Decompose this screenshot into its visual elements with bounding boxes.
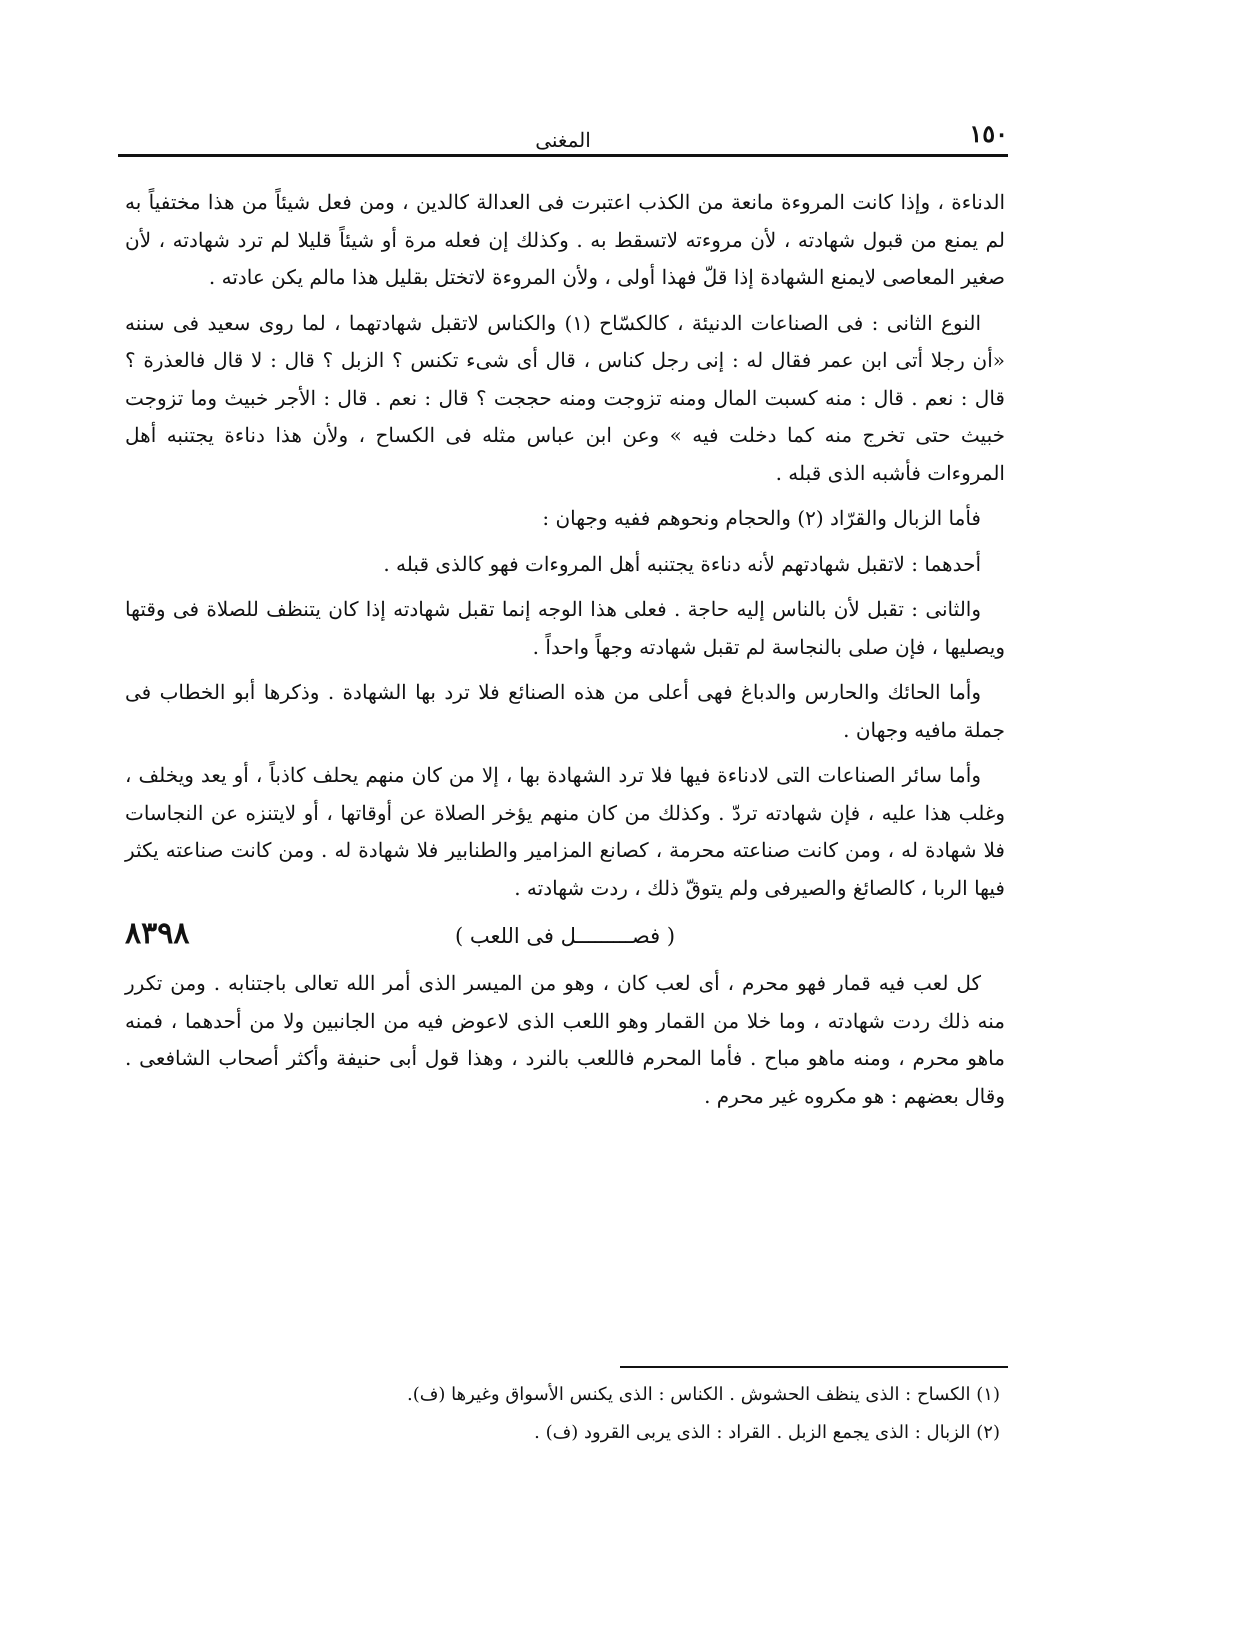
footnotes	[280, 1376, 1000, 1452]
section-number: ٨٣٩٨	[125, 916, 190, 951]
section-title: ( فصـــــــــل فى اللعب )	[454, 924, 676, 949]
paragraph-7: وأما سائر الصناعات التى لادناءة فيها فلا ترد الشهادة بها ، إلا من كان منهم يحلف كاذباً ، أو يعد ويخلف ، وغلب هذا عليه ، فإن شهادته تردّ . وكذلك من كان منهم يؤخر الصلاة عن أوقاتها ، أو لايتنزه عن النجاسات فلا شهادة له ، ومن كانت صناعته محرمة ، كصانع المزامير والطنابير فلا شهادة له . ومن كانت صناعته يكثر فيها الربا ، كالصائغ والصيرفى ولم يتوقّ ذلك ، ردت شهادته .	[125, 763, 1005, 900]
paragraph-5: والثانى : تقبل لأن بالناس إليه حاجة . فعلى هذا الوجه إنما تقبل شهادته إذا كان يتنظف للصلاة فى وقتها ويصليها ، فإن صلى بالنجاسة لم تقبل شهادته وجهاً واحداً .	[125, 597, 1005, 659]
page-body	[125, 184, 1005, 1123]
running-title: المغنى	[535, 128, 591, 152]
paragraph-3: فأما الزبال والقرّاد (٢) والحجام ونحوهم ففيه وجهان :	[542, 506, 981, 530]
paragraph-2: النوع الثانى : فى الصناعات الدنيئة ، كالكسّاح (١) والكناس لاتقبل شهادتهما ، لما روى سعيد فى سننه «أن رجلا أتى ابن عمر فقال له : إنى رجل كناس ، قال أى شىء تكنس ؟ الزبل ؟ قال : لا قال فالعذرة ؟ قال : نعم . قال : منه كسبت المال ومنه تزوجت ومنه حججت ؟ قال : نعم . قال : الأجر خبيث وما تزوجت خبيث حتى تخرج منه كما دخلت فيه » وعن ابن عباس مثله فى الكساح ، ولأن هذا دناءة يجتنبه أهل المروءات فأشبه الذى قبله .	[125, 310, 1005, 485]
paragraph-1: الدناءة ، وإذا كانت المروءة مانعة من الكذب اعتبرت فى العدالة كالدين ، ومن فعل شيئاً من هذا مختفياً به لم يمنع من قبول شهادته ، لأن مروءته لاتسقط به . وكذلك إن فعله مرة أو شيئاً قليلا لم ترد شهادته ، لأن صغير المعاصى لايمنع الشهادة إذا قلّ فهذا أولى ، ولأن المروءة لاتختل بقليل هذا مالم يكن عادته .	[125, 190, 1005, 289]
footnote-2: (٢) الزبال : الذى يجمع الزبل . القراد : الذى يربى القرود (ف) .	[534, 1422, 1000, 1443]
paragraph-8: كل لعب فيه قمار فهو محرم ، أى لعب كان ، وهو من الميسر الذى أمر الله تعالى باجتنابه . ومن تكرر منه ذلك ردت شهادته ، وما خلا من القمار وهو اللعب الذى لاعوض فيه من الجانبين ولا من أحدهما ، فمنه ماهو محرم ، ومنه ماهو مباح . فأما المحرم فاللعب بالنرد ، وهذا قول أبى حنيفة وأكثر أصحاب الشافعى . وقال بعضهم : هو مكروه غير محرم .	[125, 971, 1005, 1108]
page-number: ١٥٠	[969, 119, 1008, 148]
footnote-divider	[620, 1366, 1008, 1368]
section-heading	[125, 915, 1005, 959]
header-divider	[118, 154, 1008, 157]
page-header	[118, 112, 1008, 152]
footnote-1: (١) الكساح : الذى ينظف الحشوش . الكناس : الذى يكنس الأسواق وغيرها (ف).	[407, 1384, 1000, 1405]
paragraph-6: وأما الحائك والحارس والدباغ فهى أعلى من هذه الصنائع فلا ترد بها الشهادة . وذكرها أبو الخطاب فى جملة مافيه وجهان .	[125, 680, 1005, 742]
paragraph-4: أحدهما : لاتقبل شهادتهم لأنه دناءة يجتنبه أهل المروءات فهو كالذى قبله .	[383, 551, 981, 576]
